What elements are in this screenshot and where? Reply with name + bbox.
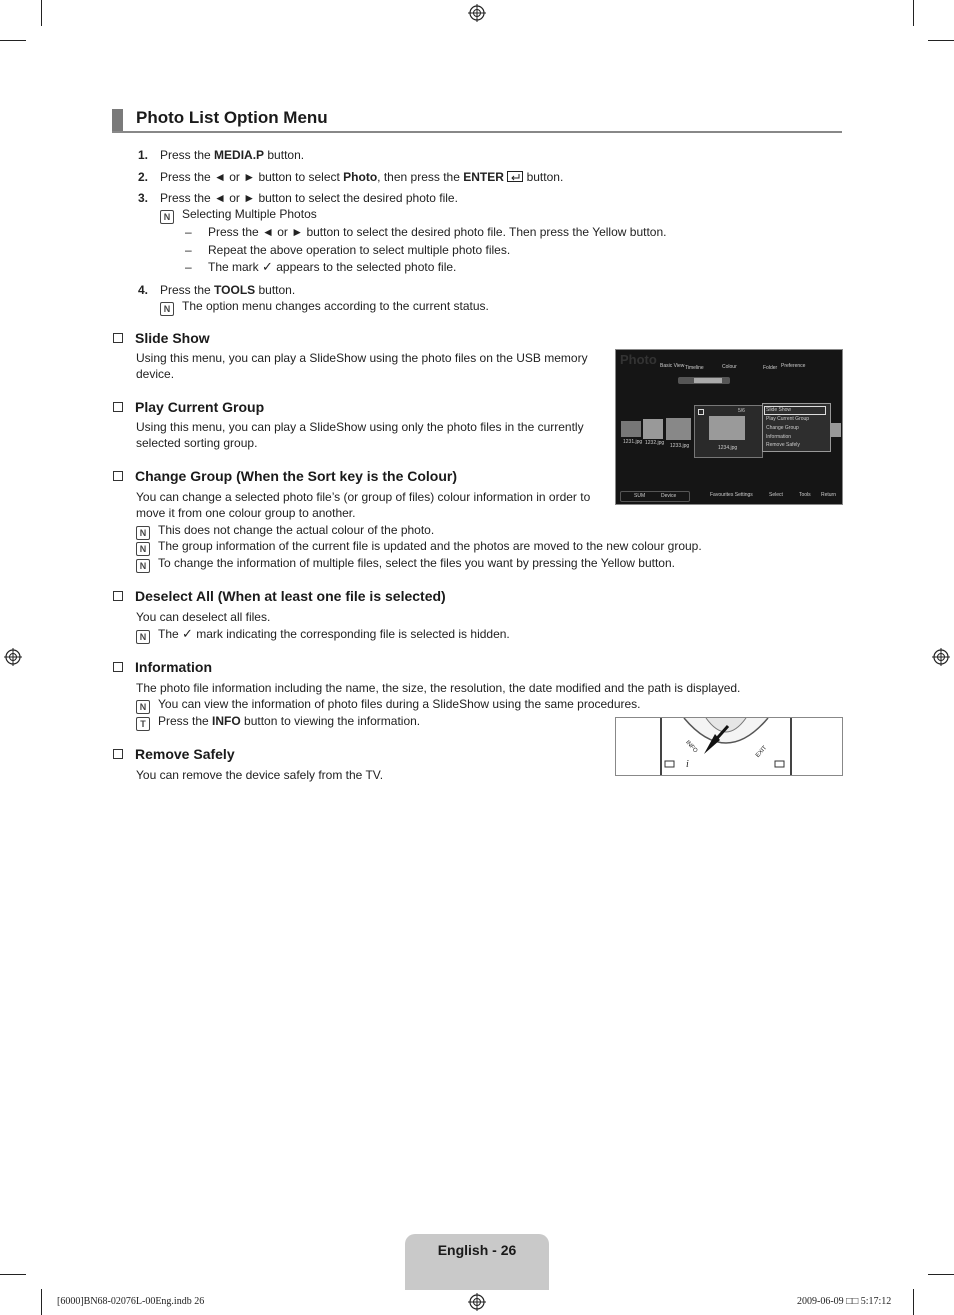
step-number: 3. (138, 191, 149, 205)
checkbox-bullet-icon (113, 333, 123, 343)
note: N This does not change the actual colour of the photo. (136, 522, 434, 538)
step-number: 2. (138, 170, 149, 184)
tv-thumbnail (621, 421, 641, 437)
crop-mark (0, 40, 26, 41)
page-number-tab (405, 1234, 549, 1290)
note-icon: N (160, 302, 174, 316)
remote-tip-icon: T (136, 717, 150, 731)
tv-menu-item: Information (766, 434, 792, 440)
checkbox-bullet-icon (113, 471, 123, 481)
page-number: English - 26 (437, 1242, 517, 1258)
note: N The option menu changes according to the current status. (160, 298, 489, 314)
remote-illustration (615, 717, 843, 776)
tv-menu-item: Play Current Group (766, 416, 810, 422)
tip: T Press the INFO button to viewing the information. (136, 713, 420, 729)
svg-text:i: i (686, 759, 689, 770)
tv-filename: 1231.jpg (623, 439, 643, 445)
step-1: Press the MEDIA.P button. (160, 148, 305, 162)
step-4: Press the TOOLS button. (160, 283, 296, 297)
checkbox-bullet-icon (113, 749, 123, 759)
tv-bottom-label: SUM (634, 493, 646, 499)
tv-menu-item: Slide Show (766, 407, 792, 413)
crop-mark (0, 1274, 26, 1275)
dash-item: – (185, 225, 192, 239)
section-body: You can remove the device safely from the TV. (136, 768, 384, 782)
section-heading: Play Current Group (113, 399, 264, 415)
step-2: Press the ◄ or ► button to select Photo, then press the ENTER button. (160, 170, 564, 184)
tv-screenshot (615, 349, 843, 505)
tv-bottom-label: Device (661, 493, 677, 499)
crop-mark (913, 1289, 914, 1315)
tv-device-bar (620, 491, 690, 502)
tv-scroll-thumb (694, 378, 722, 383)
checkmark-icon: ✓ (182, 626, 193, 641)
remote-control-icon (616, 718, 842, 775)
remote-info-label: INFO (684, 739, 699, 755)
tv-filename: 1233.jpg (670, 443, 690, 449)
dash-item-text: Press the ◄ or ► button to select the desired photo file. Then press the Yellow button. (208, 225, 667, 239)
section-body: You can change a selected photo file’s (or group of files) colour information in order to move it from one colour group to another. (136, 490, 591, 520)
section-body: Using this menu, you can play a SlideShow using the photo files on the USB memory device. (136, 351, 588, 381)
tv-counter: 5/6 (738, 408, 745, 414)
crop-mark (41, 1289, 42, 1315)
tv-tab: Colour (722, 364, 737, 370)
crop-mark (928, 1274, 954, 1275)
dash-item: – (185, 260, 192, 274)
tv-filename: 1232.jpg (645, 440, 665, 446)
tv-menu-item: Change Group (766, 425, 799, 431)
registration-mark-icon (4, 648, 22, 666)
crop-mark (913, 0, 914, 26)
tv-tab: Basic View (660, 363, 685, 369)
dash-item: – (185, 243, 192, 257)
tv-bottom-hint: Favourites Settings (710, 492, 753, 498)
note-icon: N (136, 526, 150, 540)
step-3: Press the ◄ or ► button to select the desired photo file. (160, 191, 458, 205)
heading-bar (112, 109, 123, 132)
tv-tab: Timeline (685, 365, 704, 371)
section-heading: Slide Show (113, 330, 210, 346)
note: N To change the information of multiple files, select the files you want by pressing the Yellow button. (136, 555, 675, 571)
registration-mark-icon (468, 4, 486, 22)
note: N Selecting Multiple Photos (160, 206, 317, 222)
tv-menu-item: Remove Safely (766, 442, 800, 448)
note-icon: N (136, 559, 150, 573)
step-number: 1. (138, 148, 149, 162)
note-icon: N (136, 700, 150, 714)
step-number: 4. (138, 283, 149, 297)
section-heading: Information (113, 659, 212, 675)
note-icon: N (136, 630, 150, 644)
section-heading: Deselect All (When at least one file is selected) (113, 588, 446, 604)
tv-header: Photo (620, 352, 657, 367)
section-heading: Change Group (When the Sort key is the Colour) (113, 468, 457, 484)
tv-thumbnail (666, 418, 691, 440)
tv-tab: Preference (781, 363, 806, 369)
checkbox-bullet-icon (113, 591, 123, 601)
note-icon: N (136, 542, 150, 556)
tv-selected-photo (709, 416, 745, 440)
note-icon: N (160, 210, 174, 224)
section-body: You can deselect all files. (136, 610, 271, 624)
section-body: The photo file information including the name, the size, the resolution, the date modified and the path is displayed. (136, 681, 741, 695)
remote-exit-label: EXIT (754, 745, 769, 759)
tv-selected-filename: 1234.jpg (718, 445, 738, 451)
tv-bottom-hint: Select (769, 492, 783, 498)
page-title: Photo List Option Menu (136, 108, 328, 127)
note: N The group information of the current file is updated and the photos are moved to the new colour group. (136, 538, 702, 554)
dash-item-text: Repeat the above operation to select multiple photo files. (208, 243, 511, 257)
heading-rule (112, 131, 842, 133)
enter-icon (507, 171, 523, 182)
tv-right-thumbnail (831, 423, 841, 437)
note: N You can view the information of photo files during a SlideShow using the same procedures. (136, 696, 641, 712)
registration-mark-icon (468, 1293, 486, 1311)
registration-mark-icon (932, 648, 950, 666)
checkmark-icon: ✓ (262, 259, 273, 274)
tv-thumbnail (643, 419, 663, 439)
tv-bottom-hint: Return (821, 492, 837, 498)
footer-timestamp: 2009-06-09 □□ 5:17:12 (797, 1296, 892, 1307)
note: N The ✓ mark indicating the corresponding file is selected is hidden. (136, 626, 510, 642)
section-body: Using this menu, you can play a SlideShow using only the photo files in the currently selected sorting group. (136, 420, 584, 450)
tv-bottom-hint: Tools (799, 492, 811, 498)
checkbox-bullet-icon (113, 402, 123, 412)
tv-tab: Folder (763, 365, 778, 371)
crop-mark (928, 40, 954, 41)
tv-select-box (698, 409, 704, 415)
dash-item-text: The mark ✓ appears to the selected photo file. (208, 259, 457, 274)
footer-file: [6000]BN68-02076L-00Eng.indb 26 (57, 1296, 205, 1307)
crop-mark (41, 0, 42, 26)
checkbox-bullet-icon (113, 662, 123, 672)
section-heading: Remove Safely (113, 746, 235, 762)
